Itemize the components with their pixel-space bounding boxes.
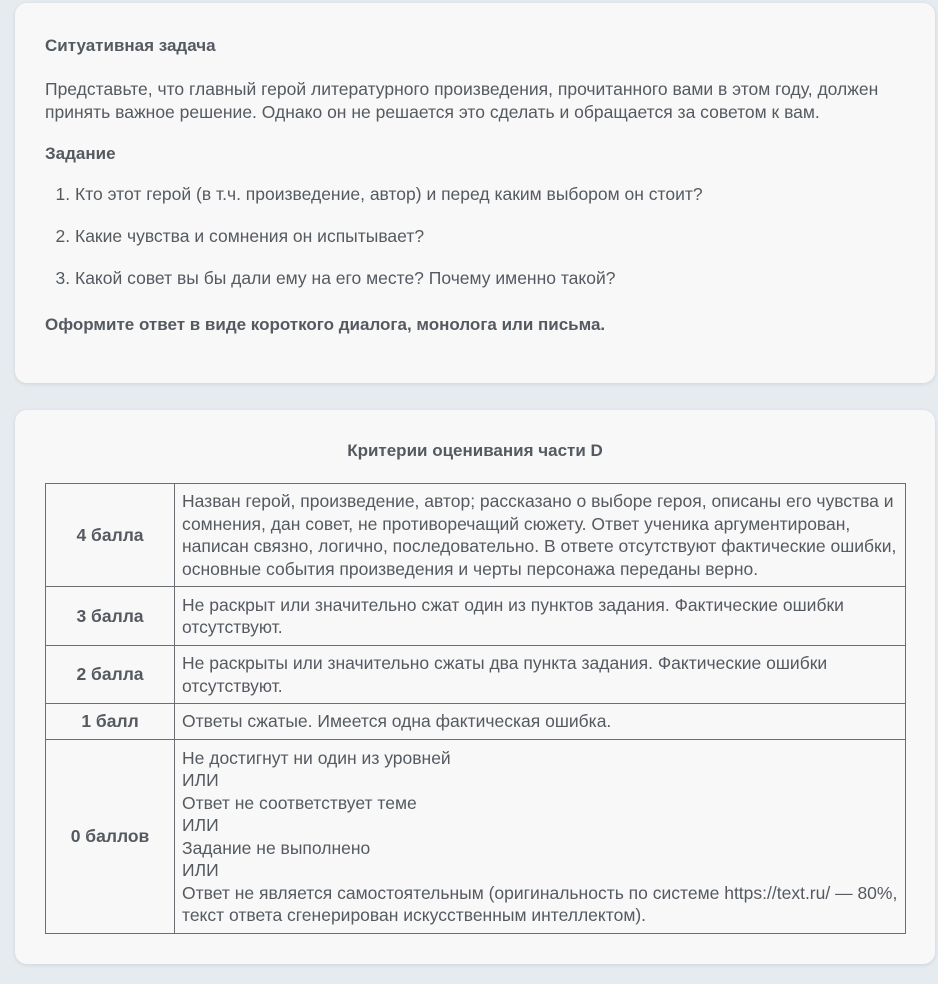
task-heading: Ситуативная задача	[45, 36, 216, 55]
task-intro: Представьте, что главный герой литературного произведения, прочитанного вами в этом году, должен принять важное решение. Однако он не решается это сделать и обращается за советом к вам.	[45, 79, 879, 122]
description-line: Задание не выполнено	[182, 837, 371, 858]
score-cell: 3 балла	[46, 587, 175, 646]
criteria-title: Критерии оценивания части D	[347, 441, 603, 460]
table-row	[46, 704, 906, 740]
table-row	[46, 587, 906, 646]
description-cell: Ответы сжатые. Имеется одна фактическая ошибка.	[175, 704, 906, 740]
description-line: Не достигнут ни один из уровней	[182, 747, 451, 768]
criteria-card	[15, 410, 935, 964]
score-cell: 4 балла	[46, 484, 175, 587]
description-cell	[175, 740, 906, 934]
table-row	[46, 646, 906, 704]
task-subheading: Задание	[45, 144, 116, 163]
task-item: 1. Кто этот герой (в т.ч. произведение, автор) и перед каким выбором он стоит?	[75, 183, 915, 225]
description-line: ИЛИ	[182, 815, 219, 835]
task-item: 3. Какой совет вы бы дали ему на его месте? Почему именно такой?	[75, 267, 915, 309]
description-line: ИЛИ	[182, 860, 219, 880]
score-cell: 2 балла	[46, 646, 175, 704]
description-line: ИЛИ	[182, 770, 219, 790]
criteria-table	[45, 483, 906, 934]
task-closing: Оформите ответ в виде короткого диалога, монолога или письма.	[45, 315, 606, 334]
description-line: Ответ не соответствует теме	[182, 792, 417, 813]
description-cell: Назван герой, произведение, автор; рассказано о выборе героя, описаны его чувства и сомнения, дан совет, не противоречащий сюжету. Ответ ученика аргументирован, написан связно, логично, последовательно. В ответе отсутствуют фактические ошибки, основные события произведения и черты персонажа переданы верно.	[175, 484, 906, 587]
score-cell: 0 баллов	[46, 740, 175, 934]
score-cell: 1 балл	[46, 704, 175, 740]
task-list	[45, 183, 915, 309]
table-row	[46, 740, 906, 934]
description-line: Ответ не является самостоятельным (оригинальность по системе https://text.ru/ — 80%, текст ответа сгенерирован искусственным интеллектом).	[182, 882, 898, 925]
description-cell: Не раскрыты или значительно сжаты два пункта задания. Фактические ошибки отсутствуют.	[175, 646, 906, 704]
description-cell: Не раскрыт или значительно сжат один из пунктов задания. Фактические ошибки отсутствуют.	[175, 587, 906, 646]
task-item: 2. Какие чувства и сомнения он испытывает?	[75, 225, 915, 267]
table-row	[46, 484, 906, 587]
task-card	[15, 3, 935, 383]
